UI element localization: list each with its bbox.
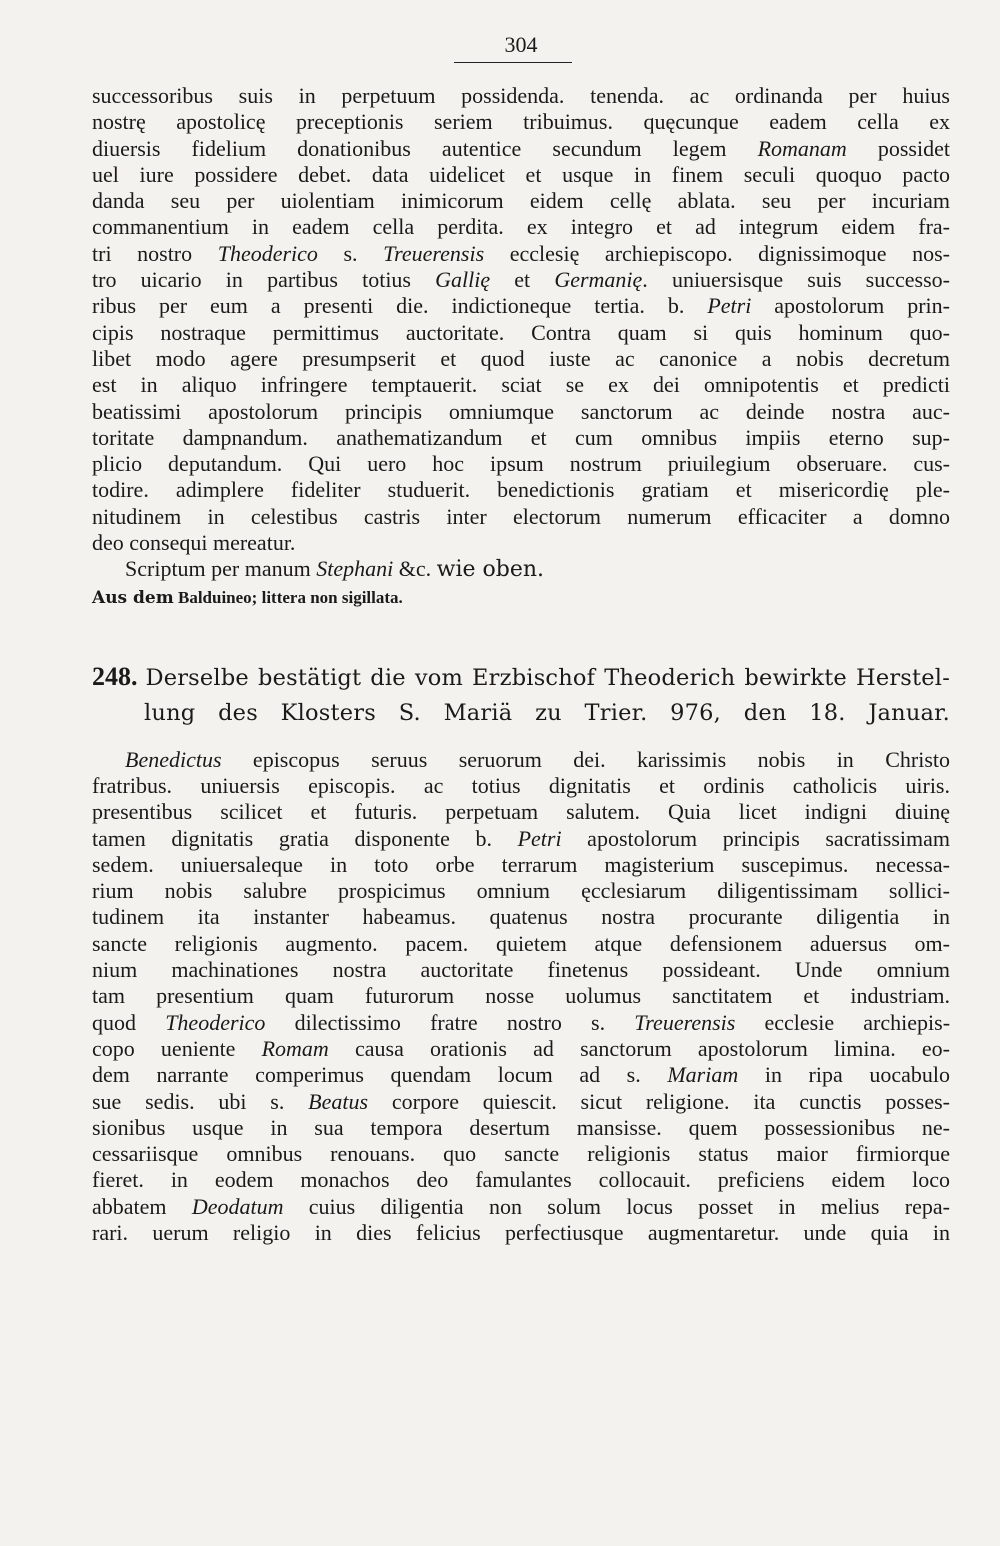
scriptum-after: &c. — [393, 556, 437, 582]
italic-name: Treuerensis — [383, 240, 485, 266]
source-note — [92, 585, 950, 611]
text-segment: sionibus usque in sua tempora desertum mansisse. quem possessionibus ne- — [92, 1114, 950, 1140]
text-line — [92, 241, 950, 267]
text-line — [92, 451, 950, 477]
source-note-prefix: Aus dem — [92, 587, 174, 608]
italic-name: Germanię — [554, 267, 643, 293]
text-segment: sancte religionis augmento. pacem. quietem atque defensionem aduersus om- — [92, 930, 950, 956]
scriptum-line — [92, 556, 950, 582]
text-segment: cuius diligentia non solum locus posset in melius repa- — [283, 1193, 950, 1219]
text-segment: successoribus suis in perpetuum possidenda. tenenda. ac ordinanda per huius — [92, 83, 950, 108]
text-segment: diuersis fidelium donationibus autentice secundum legem — [92, 135, 758, 161]
text-segment: toritate dampnandum. anathematizandum et cum omnibus impiis eterno sup- — [92, 424, 950, 450]
text-segment: libet modo agere presumpserit et quod iuste ac canonice a nobis decretum — [92, 345, 950, 371]
text-line — [92, 372, 950, 398]
text-line — [92, 1115, 950, 1141]
text-segment: corpore quiescit. sicut religione. ita cunctis posses- — [368, 1088, 950, 1114]
text-line — [92, 83, 950, 109]
text-line — [92, 346, 950, 372]
text-segment: plicio deputandum. Qui uero hoc ipsum nostrum priuilegium obseruare. cus- — [92, 451, 950, 477]
text-segment: tri nostro — [92, 240, 218, 266]
text-segment: nostrę apostolicę preceptionis seriem tribuimus. quęcunque eadem cella ex — [92, 109, 950, 135]
text-segment: ecclesie archiepis- — [735, 1009, 950, 1035]
document-page — [92, 30, 950, 1246]
text-segment: apostolorum principis sacratissimam — [561, 825, 950, 851]
scriptum-fraktur-note: wie oben. — [436, 557, 545, 583]
text-line — [92, 530, 950, 556]
text-segment: cessariisque omnibus renouans. quo sancte religionis status maior firmiorque — [92, 1141, 950, 1167]
text-segment: tudinem ita instanter habeamus. quatenus nostra procurante diligentia in — [92, 904, 950, 930]
document-number: 248. — [92, 661, 138, 691]
italic-name: Theoderico — [165, 1009, 266, 1035]
italic-name: Romam — [261, 1035, 329, 1061]
heading-text-2: lung des Klosters S. Mariä zu Trier. 976, den 18. Januar. — [144, 699, 950, 726]
text-line — [92, 1010, 950, 1036]
text-line — [92, 425, 950, 451]
text-segment: rari. uerum religio in dies felicius perfectiusque augmentaretur. unde quia in — [92, 1219, 950, 1245]
italic-name: Benedictus — [125, 746, 222, 772]
text-line — [92, 320, 950, 346]
text-segment: presentibus scilicet et futuris. perpetuam salutem. Quia licet indigni diuinę — [92, 799, 950, 825]
text-line — [92, 1167, 950, 1193]
text-line — [92, 983, 950, 1009]
text-line — [92, 773, 950, 799]
text-line — [92, 1089, 950, 1115]
text-segment: uel iure possidere debet. data uidelicet et usque in finem seculi quoquo pacto — [92, 161, 950, 187]
text-line — [92, 109, 950, 135]
text-segment: ecclesię archiepiscopo. dignissimoque nos- — [484, 240, 950, 266]
italic-name: Beatus — [308, 1088, 369, 1114]
italic-name: Deodatum — [191, 1193, 284, 1219]
text-line — [92, 1036, 950, 1062]
charter-text-continued — [92, 83, 950, 556]
source-note-text: Balduineo; littera non sigillata. — [173, 587, 403, 607]
text-line — [92, 799, 950, 825]
text-line — [92, 188, 950, 214]
text-segment: s. — [317, 240, 384, 266]
italic-name: Petri — [517, 825, 562, 851]
text-line — [92, 1220, 950, 1246]
document-heading — [92, 659, 950, 731]
heading-line-2 — [92, 695, 950, 731]
text-line — [92, 399, 950, 425]
text-segment: deo consequi mereatur. — [92, 530, 296, 556]
text-segment: tro uicario in partibus totius — [92, 267, 436, 293]
text-line — [92, 214, 950, 240]
text-line — [92, 957, 950, 983]
text-line — [92, 1062, 950, 1088]
text-segment: possidet — [846, 135, 950, 161]
charter-text-248 — [92, 747, 950, 1247]
text-line — [92, 878, 950, 904]
text-segment: in ripa uocabulo — [738, 1062, 950, 1088]
italic-name: Theoderico — [217, 240, 318, 266]
text-line — [92, 1194, 950, 1220]
italic-name: Mariam — [667, 1062, 739, 1088]
text-line — [92, 826, 950, 852]
text-segment: est in aliquo infringere temptauerit. sciat se ex dei omnipotentis et predicti — [92, 372, 950, 398]
text-segment: rium nobis salubre prospicimus omnium ęcclesiarum diligentissimam sollici- — [92, 878, 950, 904]
text-line — [92, 1141, 950, 1167]
text-line — [92, 852, 950, 878]
text-segment: causa orationis ad sanctorum apostolorum limina. eo- — [328, 1035, 950, 1061]
italic-name: Petri — [707, 293, 752, 319]
text-segment: nitudinem in celestibus castris inter electorum numerum efficaciter a domno — [92, 503, 950, 529]
heading-text-1: Derselbe bestätigt die vom Erzbischof Theoderich bewirkte Herstel- — [145, 664, 950, 691]
text-segment: beatissimi apostolorum principis omniumque sanctorum ac deinde nostra auc- — [92, 398, 950, 424]
text-segment: danda seu per uiolentiam inimicorum eidem cellę ablata. seu per incuriam — [92, 188, 950, 214]
text-segment: et — [490, 267, 555, 293]
header-rule — [454, 62, 572, 63]
text-segment: cipis nostraque permittimus auctoritate. Contra quam si quis hominum quo- — [92, 319, 950, 345]
text-segment: copo ueniente — [92, 1035, 262, 1061]
text-segment: ribus per eum a presenti die. indictioneque tertia. b. — [92, 293, 708, 319]
text-segment: todire. adimplere fideliter studuerit. benedictionis gratiam et misericordię ple- — [92, 477, 950, 503]
text-line — [92, 747, 950, 773]
page-number: 304 — [504, 32, 538, 57]
scriptum-scribe-name: Stephani — [316, 556, 394, 582]
italic-name: Gallię — [435, 267, 491, 293]
text-line — [92, 477, 950, 503]
text-segment: episcopus seruus seruorum dei. karissimis nobis in Christo — [221, 746, 950, 772]
text-line — [92, 504, 950, 530]
text-segment: sue sedis. ubi s. — [92, 1088, 309, 1114]
text-segment: . uniuersisque suis successo- — [642, 267, 950, 293]
text-segment: abbatem — [92, 1193, 192, 1219]
text-line — [92, 162, 950, 188]
text-segment: commanentium in eadem cella perdita. ex integro et ad integrum eidem fra- — [92, 214, 950, 240]
heading-line-1 — [92, 659, 950, 695]
text-line — [92, 293, 950, 319]
text-line — [92, 267, 950, 293]
text-line — [92, 136, 950, 162]
text-segment: nium machinationes nostra auctoritate finetenus possideant. Unde omnium — [92, 957, 950, 983]
italic-name: Treuerensis — [634, 1009, 736, 1035]
text-segment: fieret. in eodem monachos deo famulantes collocauit. preficiens eidem loco — [92, 1167, 950, 1193]
italic-name: Romanam — [757, 135, 847, 161]
text-segment: dem narrante comperimus quendam locum ad s. — [92, 1062, 668, 1088]
text-segment: fratribus. uniuersis episcopis. ac totius dignitatis et ordinis catholicis uiris. — [92, 772, 950, 798]
text-segment: quod — [92, 1009, 166, 1035]
text-segment: tamen dignitatis gratia disponente b. — [92, 825, 518, 851]
text-segment: tam presentium quam futurorum nosse uolumus sanctitatem et industriam. — [92, 983, 950, 1009]
text-segment: apostolorum prin- — [751, 293, 950, 319]
text-line — [92, 904, 950, 930]
text-segment: dilectissimo fratre nostro s. — [265, 1009, 635, 1035]
scriptum-before: Scriptum per manum — [125, 556, 317, 582]
text-line — [92, 931, 950, 957]
text-segment: sedem. uniuersaleque in toto orbe terrarum magisterium suscepimus. necessa- — [92, 851, 950, 877]
